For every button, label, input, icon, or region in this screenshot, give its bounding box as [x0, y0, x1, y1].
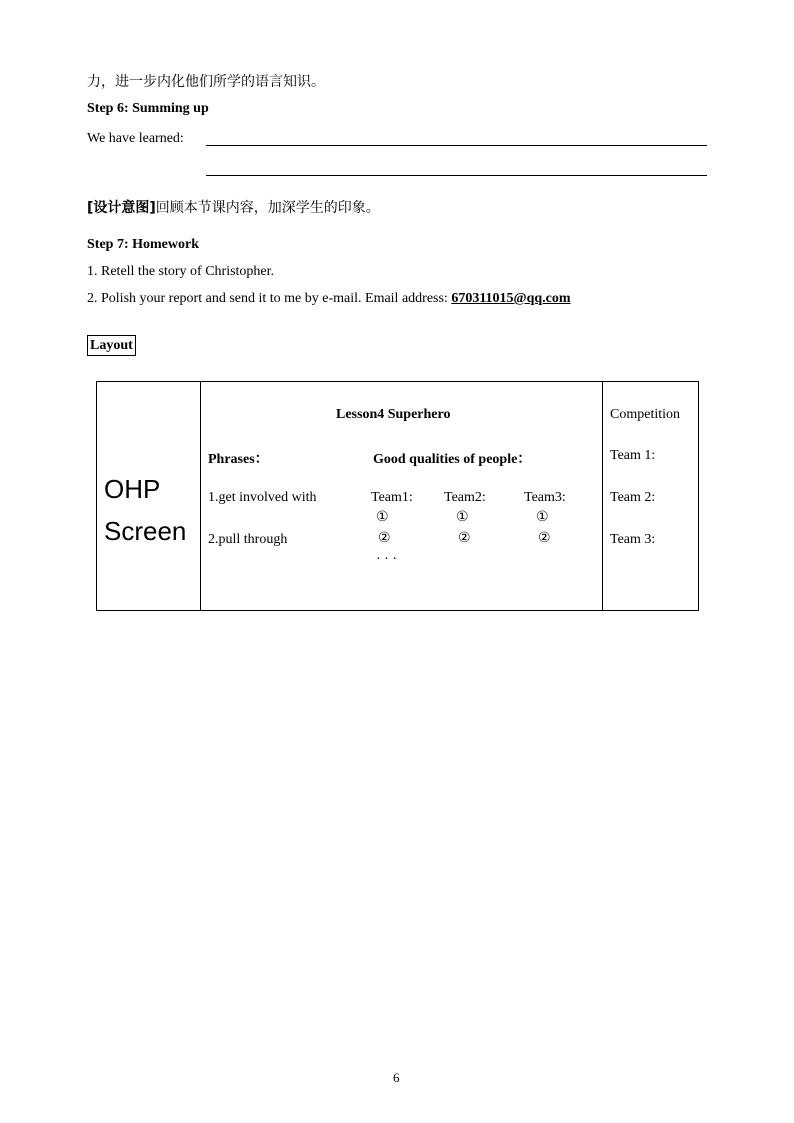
team-1-mark-1: ①: [376, 509, 389, 525]
table-divider-right: [602, 382, 603, 610]
ellipsis: · · ·: [376, 552, 397, 567]
team-2-mark-2: ②: [458, 530, 471, 546]
design-intent-text: 回顾本节课内容，加深学生的印象。: [155, 200, 380, 216]
phrase-2: 2.pull through: [208, 532, 288, 547]
screen-label: Screen: [104, 516, 187, 546]
step6-label: We have learned:: [87, 131, 184, 146]
step6-title: Step 6: Summing up: [87, 101, 209, 116]
team-2-mark-1: ①: [456, 509, 469, 525]
team-3-mark-1: ①: [536, 509, 549, 525]
homework-item-2: [87, 291, 571, 307]
layout-label: Layout: [87, 335, 136, 356]
qualities-header: Good qualities of people：: [373, 452, 532, 467]
competition-team-3: Team 3:: [610, 532, 656, 547]
homework-item-1: 1. Retell the story of Christopher.: [87, 264, 275, 279]
competition-title: Competition: [610, 407, 680, 422]
phrase-1: 1.get involved with: [208, 490, 317, 505]
answer-line-2: [206, 175, 707, 176]
homework-item-2-text: 2. Polish your report and send it to me by e-mail. Email address:: [87, 291, 448, 306]
answer-line-1: [206, 145, 707, 146]
team-3-label: Team3:: [524, 490, 566, 505]
page-number: 6: [393, 1070, 400, 1085]
lesson-title: Lesson4 Superhero: [336, 407, 451, 422]
competition-team-1: Team 1:: [610, 448, 656, 463]
competition-team-2: Team 2:: [610, 490, 656, 505]
ohp-label: OHP: [104, 474, 161, 504]
team-1-label: Team1:: [371, 490, 413, 505]
design-intent: [87, 197, 380, 217]
step7-title: Step 7: Homework: [87, 237, 199, 252]
team-1-mark-2: ②: [378, 530, 391, 546]
intro-line: 力，进一步内化他们所学的语言知识。: [87, 74, 325, 90]
email-address: 670311015@qq.com: [451, 291, 571, 306]
layout-table: [96, 381, 699, 611]
team-2-label: Team2:: [444, 490, 486, 505]
table-divider-left: [200, 382, 201, 610]
design-intent-tag: [设计意图]: [87, 200, 156, 216]
phrases-header: Phrases：: [208, 452, 269, 467]
team-3-mark-2: ②: [538, 530, 551, 546]
